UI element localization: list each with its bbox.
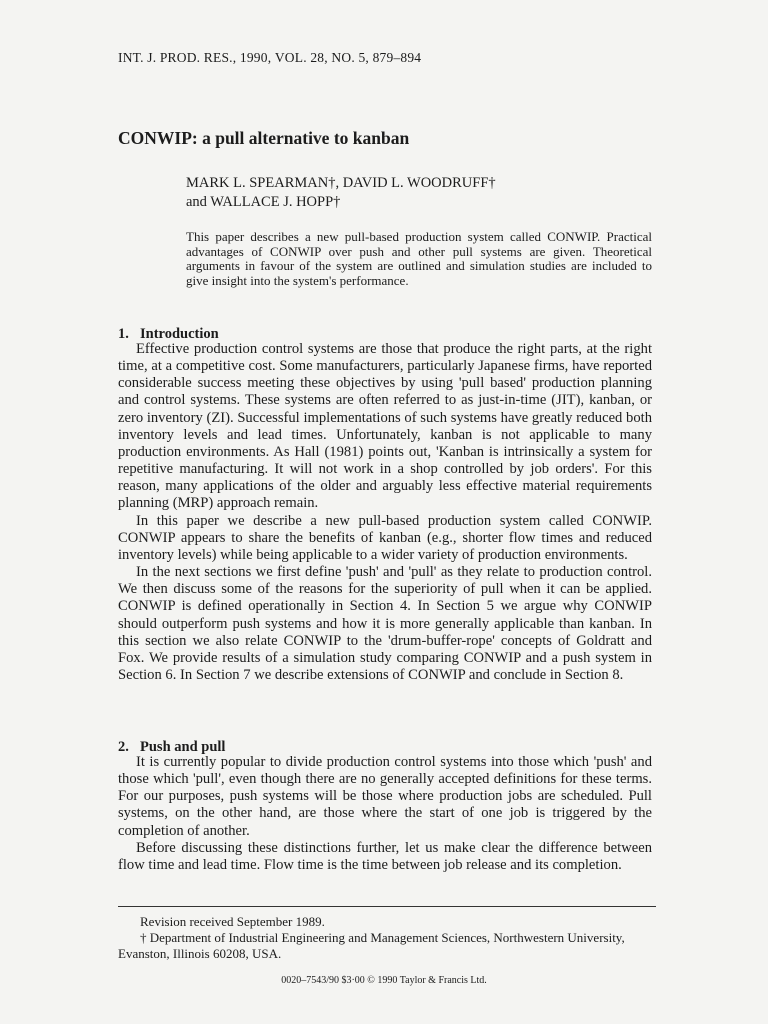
- section-1-paragraph: In the next sections we first define 'push' and 'pull' as they relate to production control. We then discuss some of the reasons for the superiority of pull when it can be applied. CONWIP is defined operationally in Section 4. In Section 5 we argue why CONWIP should outperform push systems and how it is more generally applicable than kanban. In this section we also relate CONWIP to the 'drum-buffer-rope' concepts of Goldratt and Fox. We provide results of a simulation study comparing CONWIP and a push system in Section 6. In Section 7 we describe extensions of CONWIP and conclude in Section 8.: [118, 564, 652, 683]
- copyright-line: 0020–7543/90 $3·00 © 1990 Taylor & Francis Ltd.: [281, 975, 487, 986]
- section-1-paragraph: In this paper we describe a new pull-based production system called CONWIP. CONWIP appears to share the benefits of kanban (e.g., shorter flow times and reduced inventory levels) while being applicable to a wider variety of production environments.: [118, 512, 652, 563]
- journal-name: INT. J. PROD. RES.,: [118, 50, 237, 65]
- authors-line-2: and WALLACE J. HOPP†: [186, 194, 341, 210]
- journal-year: 1990,: [239, 50, 272, 65]
- section-2-title: Push and pull: [140, 739, 226, 755]
- section-2-number: 2.: [118, 739, 129, 755]
- abstract: This paper describes a new pull-based production system called CONWIP. Practical advantages of CONWIP over push and other pull systems are given. Theoretical arguments in favour of the system are outlined and simulation studies are included to give insight into the system's performance.: [186, 229, 652, 288]
- issue-label: NO.: [331, 50, 355, 65]
- paper-title: CONWIP: a pull alternative to kanban: [118, 128, 410, 148]
- author-list: [186, 174, 496, 212]
- page-range: 879–894: [372, 50, 422, 65]
- authors-line-1: MARK L. SPEARMAN†, DAVID L. WOODRUFF†: [186, 175, 496, 191]
- footnote-divider: [118, 906, 656, 907]
- revision-note: Revision received September 1989.: [140, 914, 325, 929]
- section-2-paragraph: Before discussing these distinctions further, let us make clear the difference between flow time and lead time. Flow time is the time between job release and its completion.: [118, 839, 652, 873]
- section-1-paragraph: Effective production control systems are those that produce the right parts, at the right time, at a competitive cost. Some manufacturers, particularly Japanese firms, have reported considerable success meeting these objectives by using 'pull based' production planning and control systems. These systems are often referred to as just-in-time (JIT), kanban, or zero inventory (ZI). Successful implementations of such systems have greatly reduced both inventory levels and lead times. Unfortunately, kanban is not applicable to many production environments. As Hall (1981) points out, 'Kanban is intrinsically a system for repetitive manufacturing. It will not work in a shop controlled by job orders'. For this reason, many applications of the older and arguably less effective material requirements planning (MRP) approach remain.: [118, 341, 652, 512]
- footnotes: [118, 914, 658, 962]
- section-1-number: 1.: [118, 326, 129, 342]
- volume-number: 28,: [310, 50, 328, 65]
- section-2-paragraph: It is currently popular to divide production control systems into those which 'push' and those which 'pull', even though there are no generally accepted definitions for these terms. For our purposes, push systems will be those where production jobs are scheduled. Pull systems, on the other hand, are those where the start of one job is triggered by the completion of another.: [118, 754, 652, 839]
- journal-citation: [118, 50, 421, 66]
- issue-number: 5,: [358, 50, 370, 65]
- author-affiliation: † Department of Industrial Engineering and Management Sciences, Northwestern University, Evanston, Illinois 60208, USA.: [118, 930, 625, 961]
- section-1-title: Introduction: [140, 326, 219, 342]
- section-2-body: [118, 754, 652, 874]
- section-1-body: [118, 341, 652, 684]
- volume-label: VOL.: [274, 50, 307, 65]
